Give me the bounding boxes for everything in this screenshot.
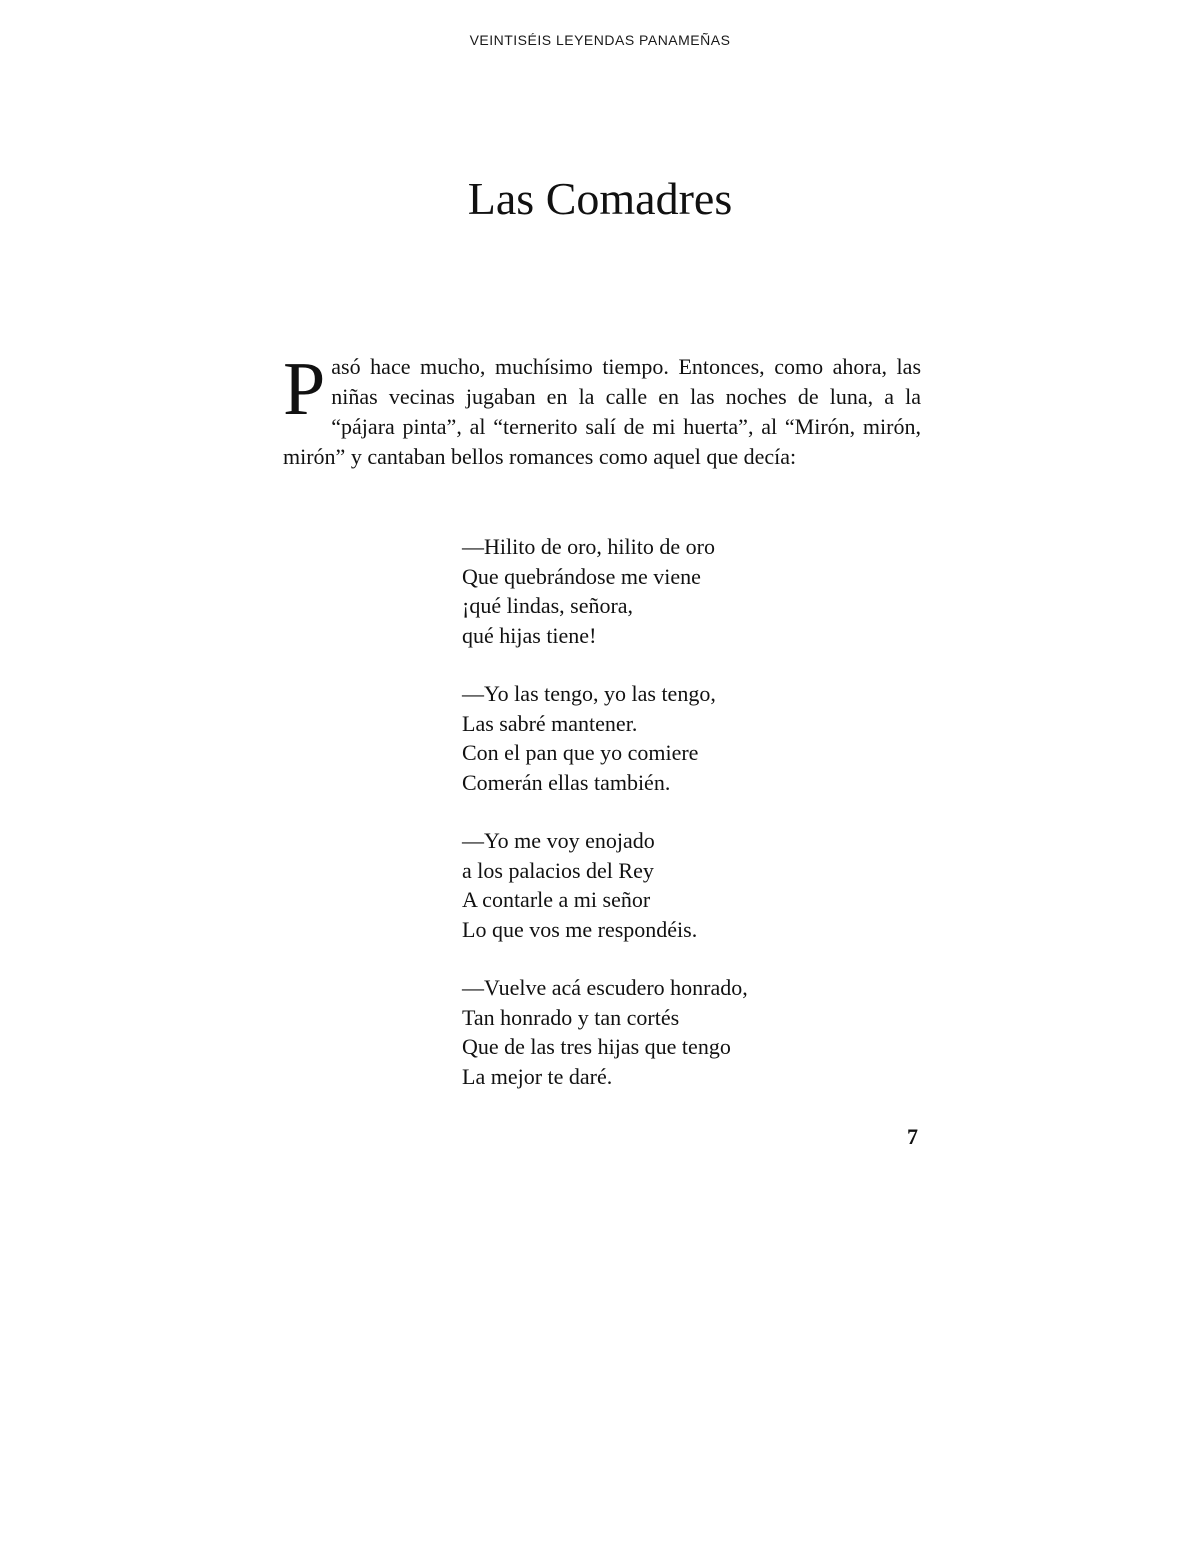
poem-line: La mejor te daré. (462, 1063, 613, 1089)
poem-line: Las sabré mantener. (462, 710, 638, 736)
intro-text: asó hace mucho, muchísimo tiempo. Entonces, como ahora, las niñas vecinas jugaban en la calle en las noches de luna, a la “pájara pinta”, al “ternerito salí de mi huerta”, al “Mirón, mirón, mirón” y cantaban bellos romances como aquel que decía: (283, 354, 921, 469)
poem-line: a los palacios del Rey (462, 857, 654, 883)
poem-line: Que de las tres hijas que tengo (462, 1034, 731, 1059)
poem-line: ¡qué lindas, señora, (462, 593, 634, 618)
poem-line: Tan honrado y tan cortés (462, 1004, 680, 1030)
poem (462, 532, 922, 1120)
poem-stanza-3 (462, 826, 922, 944)
poem-line: Con el pan que yo comiere (462, 740, 699, 765)
poem-line: —Hilito de oro, hilito de oro (462, 534, 715, 559)
poem-stanza-2 (462, 679, 922, 797)
poem-line: Que quebrándose me viene (462, 563, 701, 589)
poem-line: —Yo me voy enojado (462, 828, 655, 853)
running-header: VEINTISÉIS LEYENDAS PANAMEÑAS (469, 32, 731, 48)
drop-cap: P (283, 347, 326, 431)
poem-line: —Vuelve acá escudero honrado, (462, 975, 748, 1000)
poem-stanza-1 (462, 532, 922, 650)
poem-stanza-4 (462, 973, 922, 1091)
intro-paragraph (283, 347, 921, 472)
poem-line: —Yo las tengo, yo las tengo, (462, 681, 716, 706)
poem-line: Comerán ellas también. (462, 769, 671, 795)
poem-line: Lo que vos me respondéis. (462, 916, 698, 942)
page-number: 7 (907, 1124, 918, 1149)
chapter-title: Las Comadres (467, 173, 733, 224)
poem-line: qué hijas tiene! (462, 622, 597, 648)
poem-line: A contarle a mi señor (462, 887, 651, 912)
